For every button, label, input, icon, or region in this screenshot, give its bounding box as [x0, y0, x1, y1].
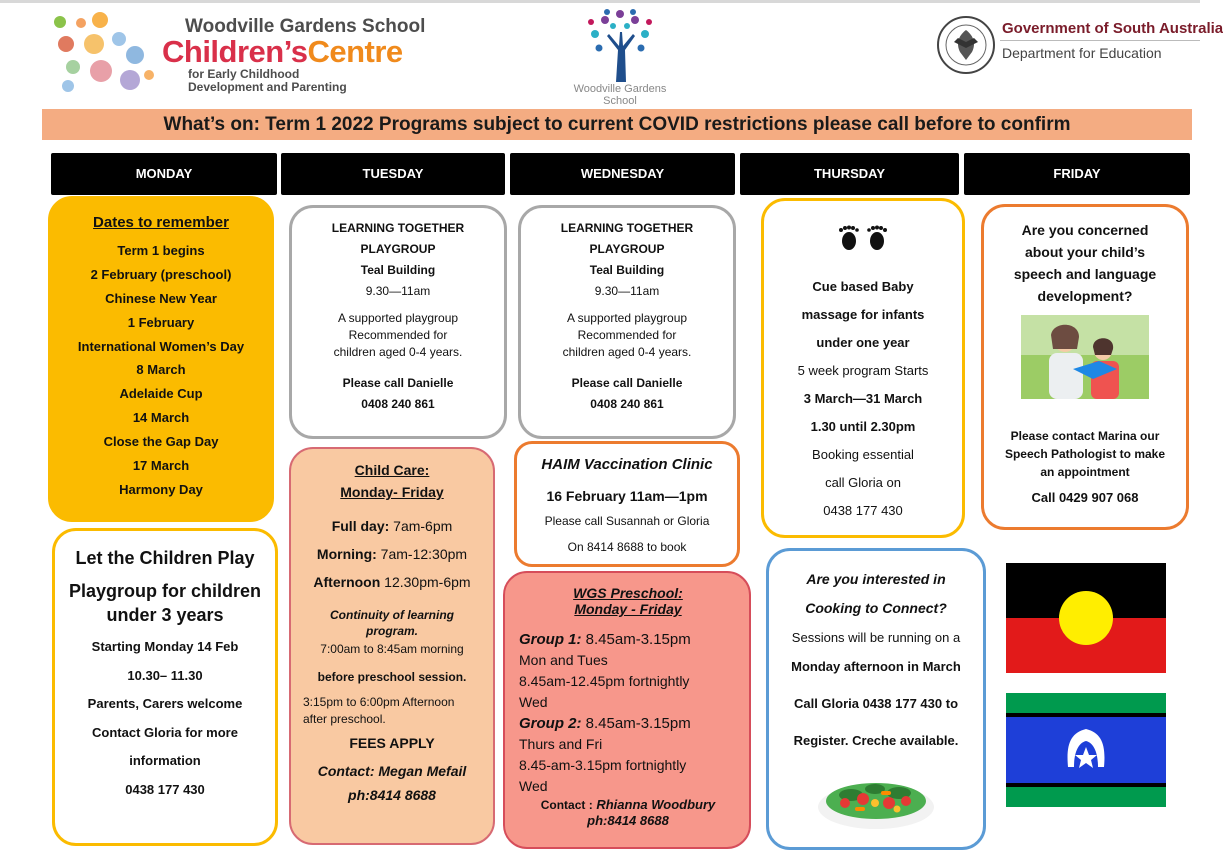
cooking-line: Monday afternoon in March — [791, 659, 961, 674]
day-header-monday: MONDAY — [51, 153, 277, 195]
massage-booking: Booking essential — [812, 447, 914, 462]
date-line: 8 March — [136, 362, 186, 378]
play-line: Contact Gloria for more — [92, 724, 238, 740]
cc-full-day: Full day: 7am-6pm — [331, 518, 453, 534]
massage-time: 1.30 until 2.30pm — [810, 419, 916, 434]
play-subtitle: Playgroup for children under 3 years — [68, 581, 262, 625]
play-line: 0438 177 430 — [125, 781, 205, 797]
cc-morning: Morning: 7am-12:30pm — [316, 546, 468, 562]
massage-weeks: 5 week program Starts — [797, 363, 929, 378]
cc-days: Monday- Friday — [340, 484, 444, 500]
play-line: information — [129, 753, 201, 768]
preschool-contact: Contact : Rhianna Woodbury — [540, 797, 716, 812]
cc-before: before preschool session. — [317, 670, 467, 684]
lt-title: LEARNING TOGETHER — [560, 221, 694, 235]
play-title: Let the Children Play — [75, 548, 255, 568]
date-line: 14 March — [132, 410, 190, 426]
speech-question: about your child’s — [1024, 244, 1146, 260]
speech-question: Are you concerned — [1021, 222, 1149, 238]
group1-days: Mon and Tues — [519, 652, 608, 668]
cooking-to-connect-card — [766, 548, 986, 850]
group1-time: Group 1: 8.45am-3.15pm — [519, 631, 691, 648]
lt-desc: A supported playgroup — [337, 311, 459, 325]
whats-on-banner: What’s on: Term 1 2022 Programs subject to current COVID restrictions please call before to confirm — [42, 109, 1192, 140]
top-rule — [0, 0, 1200, 3]
haim-title: HAIM Vaccination Clinic — [541, 456, 713, 473]
baby-massage-card — [761, 198, 965, 538]
group1-fortnightly: 8.45am-12.45pm fortnightly — [519, 673, 690, 689]
wgs-logo-text: Woodville Gardens School — [573, 83, 667, 107]
group2-fortnightly-day: Wed — [519, 778, 548, 794]
wgs-preschool-card — [503, 571, 751, 849]
cc-phone: ph:8414 8688 — [348, 787, 436, 803]
speech-contact: Speech Pathologist to make — [1004, 447, 1166, 461]
massage-title: under one year — [816, 335, 910, 350]
lt-title: LEARNING TOGETHER — [331, 221, 465, 235]
lt-desc: children aged 0-4 years. — [333, 345, 463, 359]
cc-fees: FEES APPLY — [349, 735, 435, 751]
cc-afternoon: Afternoon 12.30pm-6pm — [313, 574, 471, 590]
lt-desc: Recommended for — [348, 328, 448, 342]
tree-logo-icon — [583, 6, 657, 82]
cc-continuity: Continuity of learning — [330, 608, 454, 622]
lt-desc: A supported playgroup — [566, 311, 688, 325]
school-name: Woodville Gardens School — [185, 16, 426, 37]
torres-strait-islander-flag-icon — [1006, 693, 1166, 807]
cooking-line: Sessions will be running on a — [791, 630, 961, 645]
date-line: 2 February (preschool) — [90, 266, 232, 282]
cc-pm-line: 3:15pm to 6:00pm Afternoon — [303, 695, 455, 709]
dates-to-remember-card — [48, 196, 274, 522]
massage-title: Cue based Baby — [812, 279, 914, 294]
date-line: Close the Gap Day — [103, 434, 219, 450]
lt-title: PLAYGROUP — [360, 242, 436, 256]
gov-department: Department for Education — [1002, 45, 1162, 61]
haim-book: On 8414 8688 to book — [567, 540, 687, 554]
speech-question: development? — [1037, 288, 1133, 304]
cc-continuity: program. — [365, 624, 418, 638]
aboriginal-flag-icon — [1006, 563, 1166, 673]
lt-venue: Teal Building — [589, 263, 665, 277]
lt-desc: children aged 0-4 years. — [562, 345, 692, 359]
day-header-wednesday: WEDNESDAY — [510, 153, 735, 195]
lt-venue: Teal Building — [360, 263, 436, 277]
cooking-line: Register. Creche available. — [793, 733, 959, 748]
date-line: Term 1 begins — [117, 242, 205, 258]
gov-title: Government of South Australia — [1002, 20, 1223, 37]
massage-title: massage for infants — [801, 307, 925, 322]
date-line: 1 February — [127, 314, 195, 330]
childrens-centre-logo-dots — [48, 12, 158, 97]
lt-call: Please call Danielle — [342, 376, 454, 390]
date-line: Chinese New Year — [105, 290, 217, 306]
preschool-phone: ph:8414 8688 — [587, 813, 669, 828]
haim-vaccination-card — [514, 441, 740, 567]
date-line: Adelaide Cup — [119, 386, 203, 402]
preschool-title: Monday - Friday — [574, 601, 682, 617]
south-australia-crest-icon — [936, 14, 996, 76]
let-children-play-card — [52, 528, 278, 846]
lt-phone: 0408 240 861 — [361, 397, 435, 411]
baby-footprints-icon — [835, 225, 891, 251]
haim-date: 16 February 11am—1pm — [546, 488, 708, 504]
speech-question: speech and language — [1013, 266, 1157, 282]
reading-parent-child-image — [1021, 315, 1149, 399]
group2-fortnightly: 8.45-am-3.15pm fortnightly — [519, 757, 687, 773]
learning-together-card-tuesday — [289, 205, 507, 439]
play-line: Starting Monday 14 Feb — [91, 639, 239, 654]
massage-phone: 0438 177 430 — [823, 503, 903, 518]
salad-bowl-image — [811, 763, 941, 833]
speech-contact: Please contact Marina our — [1010, 429, 1160, 443]
lt-time: 9.30—11am — [594, 284, 660, 298]
lt-time: 9.30—11am — [365, 284, 431, 298]
day-header-tuesday: TUESDAY — [281, 153, 505, 195]
child-care-card — [289, 447, 495, 845]
lt-title: PLAYGROUP — [589, 242, 665, 256]
date-line: 17 March — [132, 458, 190, 474]
haim-call: Please call Susannah or Gloria — [544, 514, 710, 528]
dates-title: Dates to remember — [93, 214, 229, 231]
cc-title: Child Care: — [354, 462, 430, 478]
childrens-centre-subtitle: for Early Childhood Development and Parenting — [188, 67, 347, 94]
speech-language-card — [981, 204, 1189, 530]
cooking-line: Call Gloria 0438 177 430 to — [793, 696, 959, 711]
speech-phone: Call 0429 907 068 — [1031, 490, 1139, 505]
lt-phone: 0408 240 861 — [590, 397, 664, 411]
play-line: 10.30– 11.30 — [127, 667, 203, 683]
day-header-friday: FRIDAY — [964, 153, 1190, 195]
play-line: Parents, Carers welcome — [87, 696, 243, 711]
cooking-question: Cooking to Connect? — [805, 600, 947, 616]
childrens-centre-title: Children’sCentre — [162, 34, 403, 69]
date-line: International Women’s Day — [77, 338, 245, 354]
group2-days: Thurs and Fri — [519, 736, 603, 752]
lt-call: Please call Danielle — [571, 376, 683, 390]
massage-dates: 3 March—31 March — [803, 391, 923, 406]
cooking-question: Are you interested in — [806, 571, 946, 587]
massage-call: call Gloria on — [825, 475, 901, 490]
lt-desc: Recommended for — [577, 328, 677, 342]
gov-divider — [1000, 40, 1200, 41]
day-header-thursday: THURSDAY — [740, 153, 959, 195]
cc-contact: Contact: Megan Mefail — [317, 763, 467, 779]
cc-pm-line: after preschool. — [303, 712, 386, 726]
speech-contact: an appointment — [1040, 465, 1130, 479]
date-line: Harmony Day — [119, 481, 203, 497]
learning-together-card-wednesday — [518, 205, 736, 439]
group2-time: Group 2: 8.45am-3.15pm — [519, 715, 691, 732]
group1-fortnightly-day: Wed — [519, 694, 548, 710]
preschool-title: WGS Preschool: — [573, 585, 683, 601]
cc-am-line: 7:00am to 8:45am morning — [320, 642, 464, 656]
